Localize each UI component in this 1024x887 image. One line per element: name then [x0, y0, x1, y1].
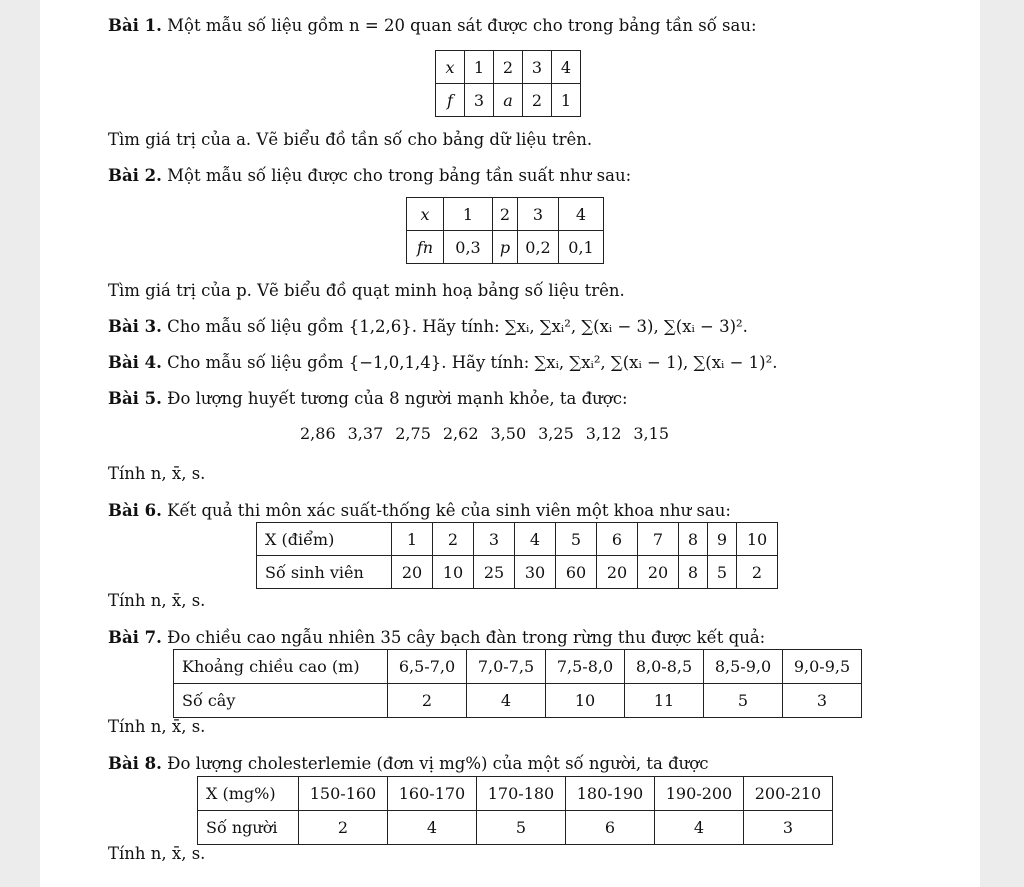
b5-question: Tính n, x̄, s. — [108, 464, 206, 483]
b8-cell: 180-190 — [566, 777, 655, 811]
b2-cell: 2 — [493, 198, 518, 231]
b6-cell: 5 — [556, 523, 597, 556]
b4-number: Bài 4. — [108, 353, 162, 372]
b8-cell: 4 — [388, 811, 477, 845]
b6-statement — [108, 500, 731, 522]
b1-text: Một mẫu số liệu gồm n = 20 quan sát được cho trong bảng tần số sau: — [167, 16, 757, 35]
b2-text: Một mẫu số liệu được cho trong bảng tần suất như sau: — [167, 166, 632, 185]
b1-cell: f — [436, 84, 465, 117]
b1-row — [436, 84, 581, 117]
b6-cell: 20 — [638, 556, 679, 589]
b4-text: Cho mẫu số liệu gồm {−1,0,1,4}. Hãy tính: ∑xᵢ, ∑xᵢ², ∑(xᵢ − 1), ∑(xᵢ − 1)². — [167, 353, 778, 372]
b8-cell: 3 — [744, 811, 833, 845]
b7-cell: 11 — [625, 684, 704, 718]
b7-row — [174, 684, 862, 718]
b8-cell: 190-200 — [655, 777, 744, 811]
b8-cell: 200-210 — [744, 777, 833, 811]
b1-statement — [108, 15, 757, 37]
b2-row — [407, 198, 604, 231]
b6-cell: 5 — [708, 556, 737, 589]
b1-number: Bài 1. — [108, 16, 162, 35]
b6-row — [257, 523, 778, 556]
b5-statement — [108, 388, 628, 410]
b8-row — [198, 811, 833, 845]
b1-cell: 3 — [523, 51, 552, 84]
b6-text: Kết quả thi môn xác suất-thống kê của sinh viên một khoa như sau: — [167, 501, 731, 520]
b6-cell: 2 — [433, 523, 474, 556]
b7-cell: 8,0-8,5 — [625, 650, 704, 684]
b8-cell: Số người — [198, 811, 299, 845]
b5-value: 3,12 — [585, 424, 622, 443]
b2-cell: p — [493, 231, 518, 264]
b8-cell: 4 — [655, 811, 744, 845]
b2-statement — [108, 165, 631, 187]
b5-value: 2,86 — [300, 424, 336, 443]
b6-cell: 25 — [474, 556, 515, 589]
b6-cell: 8 — [679, 556, 708, 589]
b7-cell: Số cây — [174, 684, 388, 718]
b7-cell: 2 — [388, 684, 467, 718]
b7-cell: 7,0-7,5 — [467, 650, 546, 684]
b8-cell: 6 — [566, 811, 655, 845]
b6-cell: 6 — [597, 523, 638, 556]
b6-cell: 8 — [679, 523, 708, 556]
b6-score-table — [256, 522, 778, 589]
b8-number: Bài 8. — [108, 754, 162, 773]
b8-cell: X (mg%) — [198, 777, 299, 811]
b7-cell: 10 — [546, 684, 625, 718]
b8-cell: 160-170 — [388, 777, 477, 811]
b7-height-table — [173, 649, 862, 718]
b6-cell: 4 — [515, 523, 556, 556]
b2-cell: 1 — [444, 198, 493, 231]
b7-cell: 6,5-7,0 — [388, 650, 467, 684]
b2-cell: 0,3 — [444, 231, 493, 264]
b6-cell: 10 — [433, 556, 474, 589]
b1-frequency-table — [435, 50, 581, 117]
b2-cell: 4 — [559, 198, 604, 231]
b6-row — [257, 556, 778, 589]
b1-cell: a — [494, 84, 523, 117]
b6-number: Bài 6. — [108, 501, 162, 520]
b8-cell: 2 — [299, 811, 388, 845]
b1-row — [436, 51, 581, 84]
b1-cell: 1 — [552, 84, 581, 117]
b3-text: Cho mẫu số liệu gồm {1,2,6}. Hãy tính: ∑xᵢ, ∑xᵢ², ∑(xᵢ − 3), ∑(xᵢ − 3)². — [167, 317, 748, 336]
b5-text: Đo lượng huyết tương của 8 người mạnh khỏe, ta được: — [167, 389, 628, 408]
b3-number: Bài 3. — [108, 317, 162, 336]
b2-relative-frequency-table — [406, 197, 604, 264]
b7-row — [174, 650, 862, 684]
b6-cell: 20 — [597, 556, 638, 589]
b1-cell: 2 — [494, 51, 523, 84]
b7-statement — [108, 627, 765, 649]
b7-question: Tính n, x̄, s. — [108, 717, 206, 736]
b1-cell: x — [436, 51, 465, 84]
b2-cell: 0,2 — [518, 231, 559, 264]
b5-value: 2,62 — [442, 424, 479, 443]
b5-value: 3,37 — [347, 424, 384, 443]
b6-cell: 2 — [737, 556, 778, 589]
b6-cell: 7 — [638, 523, 679, 556]
b1-cell: 3 — [465, 84, 494, 117]
b6-cell: 60 — [556, 556, 597, 589]
b8-cell: 5 — [477, 811, 566, 845]
b6-cell: 3 — [474, 523, 515, 556]
b8-cell: 150-160 — [299, 777, 388, 811]
b6-cell: 10 — [737, 523, 778, 556]
b2-question: Tìm giá trị của p. Vẽ biểu đồ quạt minh hoạ bảng số liệu trên. — [108, 281, 625, 300]
b6-question: Tính n, x̄, s. — [108, 591, 206, 610]
b7-cell: 9,0-9,5 — [783, 650, 862, 684]
b7-cell: 8,5-9,0 — [704, 650, 783, 684]
b1-cell: 2 — [523, 84, 552, 117]
b1-question: Tìm giá trị của a. Vẽ biểu đồ tần số cho bảng dữ liệu trên. — [108, 130, 593, 149]
b6-cell: 20 — [392, 556, 433, 589]
b3-statement — [108, 316, 748, 338]
b8-cholesterol-table — [197, 776, 833, 845]
b8-row — [198, 777, 833, 811]
b6-cell: Số sinh viên — [257, 556, 392, 589]
b8-statement — [108, 753, 708, 775]
b6-cell: X (điểm) — [257, 523, 392, 556]
b7-cell: 7,5-8,0 — [546, 650, 625, 684]
b2-row — [407, 231, 604, 264]
b7-cell: Khoảng chiều cao (m) — [174, 650, 388, 684]
b5-number: Bài 5. — [108, 389, 162, 408]
b5-data-values — [300, 424, 681, 443]
b5-value: 2,75 — [395, 424, 431, 443]
b7-number: Bài 7. — [108, 628, 162, 647]
b2-cell: 0,1 — [559, 231, 604, 264]
b5-value: 3,50 — [490, 424, 527, 443]
b7-cell: 3 — [783, 684, 862, 718]
b7-cell: 5 — [704, 684, 783, 718]
b8-text: Đo lượng cholesterlemie (đơn vị mg%) của một số người, ta được — [167, 754, 709, 773]
b2-cell: fn — [407, 231, 444, 264]
b6-cell: 9 — [708, 523, 737, 556]
b6-cell: 30 — [515, 556, 556, 589]
b8-cell: 170-180 — [477, 777, 566, 811]
b1-cell: 1 — [465, 51, 494, 84]
b2-cell: 3 — [518, 198, 559, 231]
b2-number: Bài 2. — [108, 166, 162, 185]
b6-cell: 1 — [392, 523, 433, 556]
b5-value: 3,25 — [538, 424, 574, 443]
b7-text: Đo chiều cao ngẫu nhiên 35 cây bạch đàn trong rừng thu được kết quả: — [167, 628, 766, 647]
b8-question: Tính n, x̄, s. — [108, 844, 206, 863]
b1-cell: 4 — [552, 51, 581, 84]
b4-statement — [108, 352, 777, 374]
b5-value: 3,15 — [633, 424, 669, 443]
b7-cell: 4 — [467, 684, 546, 718]
b2-cell: x — [407, 198, 444, 231]
